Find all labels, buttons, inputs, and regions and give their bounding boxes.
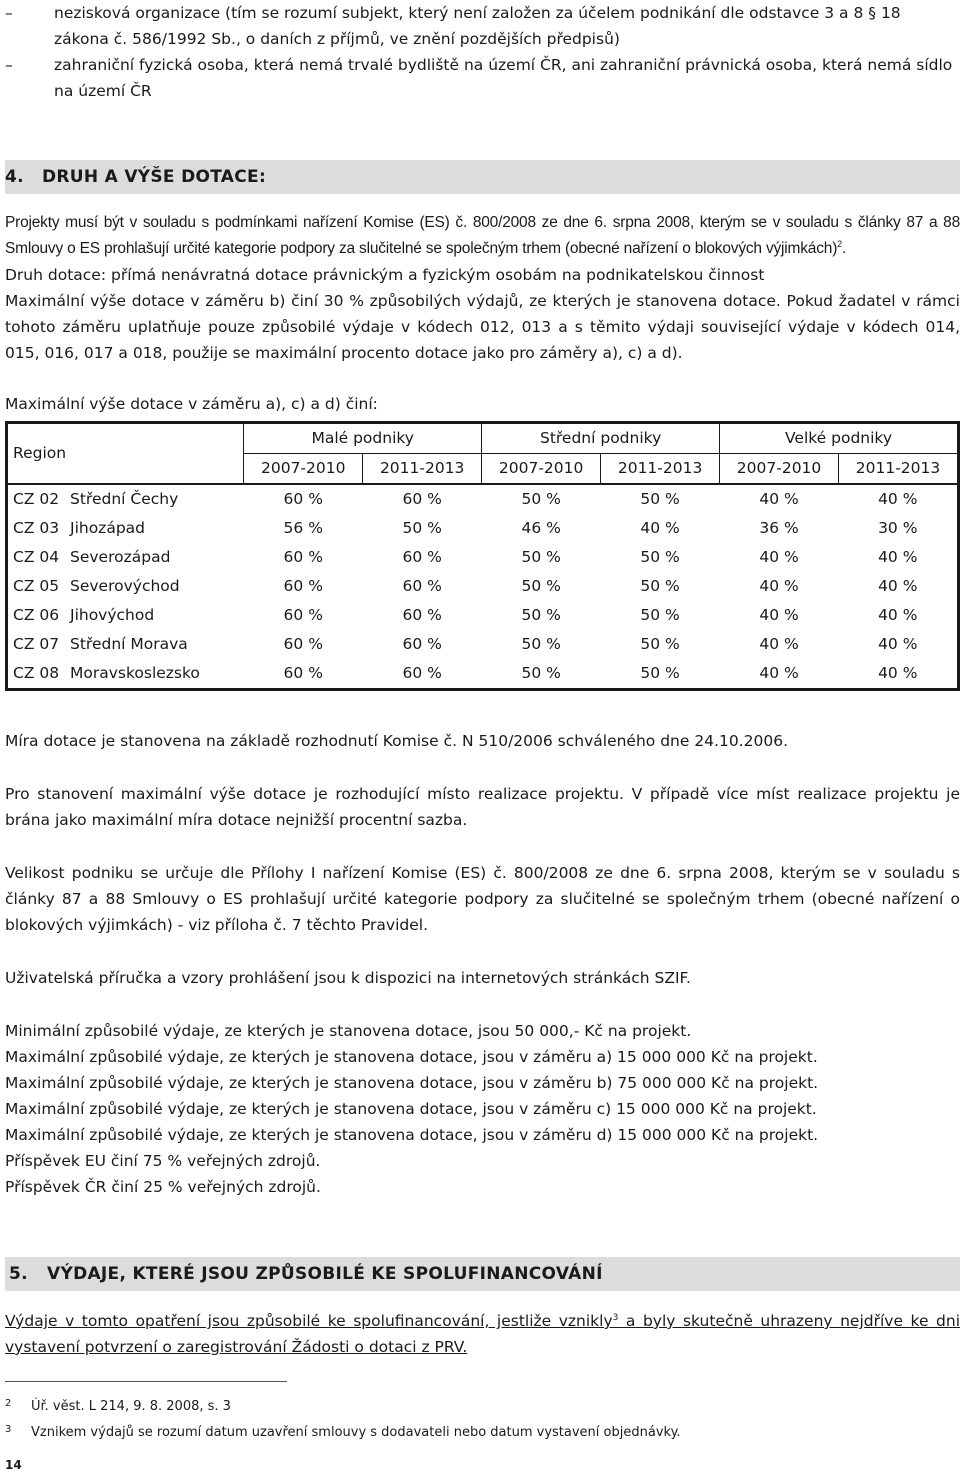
rate-cell: 40 % [759, 635, 799, 653]
grant-rate-table [5, 421, 960, 691]
rate-cell: 60 % [402, 606, 442, 624]
rate-cell: 40 % [878, 635, 918, 653]
period-header: 2007-2010 [720, 454, 839, 485]
limit-line: Minimální způsobilé výdaje, ze kterých je stanovena dotace, jsou 50 000,- Kč na projekt. [5, 1022, 692, 1040]
rate-cell: 50 % [402, 519, 442, 537]
period-header: 2011-2013 [839, 454, 959, 485]
period-header: 2011-2013 [363, 454, 482, 485]
section-title: VÝDAJE, KTERÉ JSOU ZPŮSOBILÉ KE SPOLUFINANCOVÁNÍ [47, 1264, 603, 1284]
rate-cell: 50 % [640, 606, 680, 624]
footnote-text: Úř. věst. L 214, 9. 8. 2008, s. 3 [31, 1399, 231, 1414]
applicant-exclusion-list [5, 0, 960, 104]
table-row [7, 543, 959, 572]
rate-cell: 60 % [402, 635, 442, 653]
rate-cell: 46 % [521, 519, 561, 537]
table-row [7, 484, 959, 514]
rate-cell: 40 % [878, 606, 918, 624]
period-header: 2007-2010 [482, 454, 601, 485]
limit-line: Maximální způsobilé výdaje, ze kterých je stanovena dotace, jsou v záměru b) 75 000 000 Kč na projekt. [5, 1074, 819, 1092]
table-row [7, 659, 959, 690]
paragraph-text-end: a byly skutečně uhrazeny nejdříve ke dni vystavení potvrzení o zaregistrování Žádosti o dotaci z PRV. [5, 1312, 960, 1356]
enterprise-size-paragraph: Velikost podniku se určuje dle Přílohy I nařízení Komise (ES) č. 800/2008 ze dne 6. srpna 2008, kterým se v souladu s články 87 a 88 Smlouvy o ES prohlašují určité kategorie podpory za slučitelné se společným trhem (obecné nařízení o blokových výjimkách) - viz příloha č. 7 těchto Pravidel. [5, 864, 960, 934]
table-row [7, 630, 959, 659]
region-name: Jihozápad [70, 519, 145, 537]
section-number: 5. [9, 1264, 28, 1284]
rate-cell: 40 % [878, 577, 918, 595]
rate-cell: 50 % [521, 606, 561, 624]
rate-cell: 60 % [402, 490, 442, 508]
footnote [5, 1397, 960, 1417]
region-name: Jihovýchod [70, 606, 155, 624]
rate-cell: 50 % [521, 548, 561, 566]
group-header-small: Malé podniky [244, 423, 482, 454]
rate-cell: 60 % [283, 635, 323, 653]
limit-line: Příspěvek EU činí 75 % veřejných zdrojů. [5, 1152, 321, 1170]
document-page [5, 0, 960, 1443]
paragraph-text: Projekty musí být v souladu s podmínkami nařízení Komise (ES) č. 800/2008 ze dne 6. srpna 2008, kterým se v souladu s články 87 a 88 Smlouvy o ES prohlašují určité kategorie podpory za slučitelné se společným trhem (obecné nařízení o blokových výjimkách) [5, 214, 960, 257]
rate-cell: 40 % [759, 577, 799, 595]
eligible-expenses-paragraph [5, 1308, 960, 1360]
rate-cell: 50 % [640, 548, 680, 566]
region-code: CZ 02 [13, 490, 60, 508]
region-code: CZ 08 [13, 664, 60, 682]
grant-type-paragraph: Druh dotace: přímá nenávratná dotace právnickým a fyzickým osobám na podnikatelskou činnost [5, 266, 765, 284]
table-row [7, 514, 959, 543]
footnote-divider [5, 1381, 287, 1382]
rate-cell: 60 % [283, 577, 323, 595]
rate-cell: 60 % [283, 548, 323, 566]
section-5-heading [5, 1257, 960, 1291]
rate-cell: 50 % [521, 490, 561, 508]
footnote [5, 1423, 960, 1443]
regulation-paragraph [5, 210, 960, 262]
footnote-number: 3 [5, 1424, 12, 1435]
list-item: – zahraniční fyzická osoba, která nemá trvalé bydliště na území ČR, ani zahraniční právnická osoba, která nemá sídlo na území ČR [5, 52, 960, 104]
region-code: CZ 05 [13, 577, 60, 595]
section-number: 4. [5, 167, 24, 187]
region-name: Střední Čechy [70, 490, 179, 508]
rate-cell: 40 % [759, 664, 799, 682]
footnote-ref[interactable]: 3 [612, 1312, 619, 1323]
region-name: Severovýchod [70, 577, 180, 595]
rate-cell: 60 % [283, 490, 323, 508]
limit-line: Maximální způsobilé výdaje, ze kterých je stanovena dotace, jsou v záměru c) 15 000 000 Kč na projekt. [5, 1100, 817, 1118]
table-body [7, 484, 959, 690]
rate-cell: 40 % [640, 519, 680, 537]
region-code: CZ 06 [13, 606, 60, 624]
footnote-ref[interactable]: 2 [837, 238, 842, 249]
rate-cell: 56 % [283, 519, 323, 537]
max-grant-paragraph: Maximální výše dotace v záměru b) činí 30 % způsobilých výdajů, ze kterých je stanovena dotace. Pokud žadatel v rámci tohoto záměru uplatňuje pouze způsobilé výdaje v kódech 012, 013 a s těmito výdaji související výdaje v kódech 014, 015, 016, 017 a 018, použije se maximální procento dotace jako pro záměry a), c) a d). [5, 292, 960, 362]
rate-cell: 50 % [521, 664, 561, 682]
region-name: Severozápad [70, 548, 171, 566]
rate-cell: 36 % [759, 519, 799, 537]
commission-decision-paragraph: Míra dotace je stanovena na základě rozhodnutí Komise č. N 510/2006 schváleného dne 24.10.2006. [5, 732, 788, 750]
footnote-number: 2 [5, 1398, 12, 1409]
period-header: 2011-2013 [601, 454, 720, 485]
limit-line: Maximální způsobilé výdaje, ze kterých je stanovena dotace, jsou v záměru a) 15 000 000 Kč na projekt. [5, 1048, 818, 1066]
paragraph-text: Výdaje v tomto opatření jsou způsobilé ke spolufinancování, jestliže vznikly [5, 1312, 613, 1330]
rate-cell: 40 % [878, 664, 918, 682]
list-item: – nezisková organizace (tím se rozumí subjekt, který není založen za účelem podnikání dle odstavce 3 a 8 § 18 zákona č. 586/1992 Sb., o daních z příjmů, ve znění pozdějších předpisů) [5, 0, 960, 52]
table-header-row [7, 423, 959, 454]
region-name: Moravskoslezsko [70, 664, 200, 682]
rate-cell: 60 % [283, 664, 323, 682]
rate-cell: 60 % [283, 606, 323, 624]
rate-cell: 50 % [640, 577, 680, 595]
limit-line: Maximální způsobilé výdaje, ze kterých je stanovena dotace, jsou v záměru d) 15 000 000 Kč na projekt. [5, 1126, 819, 1144]
footnote-text: Vznikem výdajů se rozumí datum uzavření smlouvy s dodavateli nebo datum vystavení objednávky. [31, 1425, 681, 1440]
region-header: Region [7, 423, 244, 485]
limit-line: Příspěvek ČR činí 25 % veřejných zdrojů. [5, 1178, 321, 1196]
table-row [7, 572, 959, 601]
rate-cell: 50 % [640, 635, 680, 653]
rate-cell: 40 % [878, 548, 918, 566]
footnotes [5, 1397, 960, 1443]
table-row [7, 601, 959, 630]
rate-cell: 30 % [878, 519, 918, 537]
section-4-heading [5, 160, 960, 194]
rate-cell: 60 % [402, 664, 442, 682]
group-header-medium: Střední podniky [482, 423, 720, 454]
rate-cell: 60 % [402, 548, 442, 566]
rate-cell: 50 % [521, 635, 561, 653]
rate-cell: 50 % [640, 490, 680, 508]
region-code: CZ 07 [13, 635, 60, 653]
rate-cell: 50 % [640, 664, 680, 682]
region-code: CZ 04 [13, 548, 60, 566]
location-paragraph: Pro stanovení maximální výše dotace je rozhodující místo realizace projektu. V případě více míst realizace projektu je brána jako maximální míra dotace nejnižší procentní sazba. [5, 785, 960, 829]
page-number: 14 [5, 1458, 22, 1472]
paragraph-text-end: . [841, 240, 847, 257]
expense-limits [5, 1018, 960, 1200]
section-title: DRUH A VÝŠE DOTACE: [42, 167, 267, 187]
region-code: CZ 03 [13, 519, 60, 537]
rate-cell: 40 % [759, 606, 799, 624]
rate-cell: 40 % [759, 548, 799, 566]
table-caption: Maximální výše dotace v záměru a), c) a d) činí: [5, 395, 378, 413]
handbook-paragraph: Uživatelská příručka a vzory prohlášení jsou k dispozici na internetových stránkách SZIF. [5, 969, 691, 987]
rate-cell: 40 % [878, 490, 918, 508]
region-name: Střední Morava [70, 635, 188, 653]
rate-cell: 50 % [521, 577, 561, 595]
group-header-large: Velké podniky [720, 423, 959, 454]
rate-cell: 60 % [402, 577, 442, 595]
period-header: 2007-2010 [244, 454, 363, 485]
rate-cell: 40 % [759, 490, 799, 508]
